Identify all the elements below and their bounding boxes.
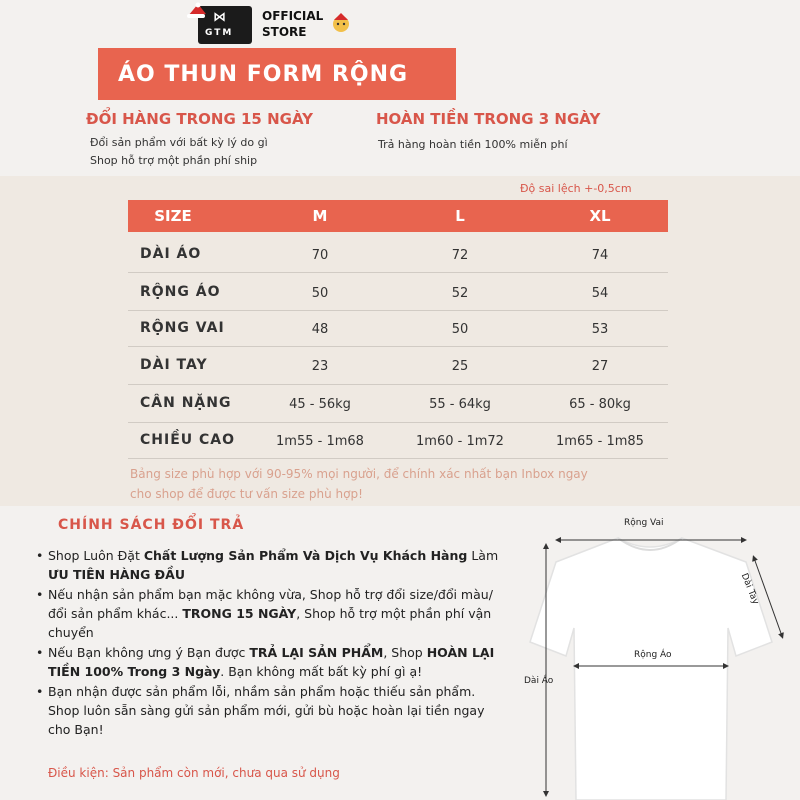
- exchange-title: ĐỔI HÀNG TRONG 15 NGÀY: [86, 110, 313, 128]
- header-l: L: [455, 207, 465, 225]
- cell-value: 1m60 - 1m72: [416, 434, 504, 449]
- return-policy-heading: CHÍNH SÁCH ĐỔI TRẢ: [58, 517, 245, 533]
- row-label: DÀI TAY: [140, 357, 208, 373]
- list-item: • Nếu nhận sản phẩm bạn mặc không vừa, Shop hỗ trợ đổi size/đổi màu/đổi sản phẩm khác... TRONG 15 NGÀY, Shop hỗ trợ một phần phí vận chuyển: [34, 585, 504, 642]
- list-item: • Bạn nhận được sản phẩm lỗi, nhầm sản phẩm hoặc thiếu sản phẩm. Shop luôn sẵn sàng gửi sản phẩm mới, gửi bù hoặc hoàn lại tiền ngay cho Bạn!: [34, 682, 504, 739]
- cell-value: 25: [451, 359, 469, 374]
- title-banner: [98, 48, 456, 100]
- cell-value: 27: [591, 359, 609, 374]
- size-table-header: [128, 200, 668, 232]
- tolerance-note: Độ sai lệch +-0,5cm: [520, 182, 632, 195]
- exchange-details: Đổi sản phẩm với bất kỳ lý do gì Shop hỗ trợ một phần phí ship: [90, 136, 268, 167]
- mascot-icon: [330, 12, 352, 34]
- cell-value: 1m55 - 1m68: [276, 434, 364, 449]
- header-xl: XL: [589, 207, 611, 225]
- row-label: CHIỀU CAO: [140, 432, 236, 448]
- length-label: Dài Áo: [524, 676, 554, 686]
- row-label: CÂN NẶNG: [140, 395, 232, 411]
- header-size: SIZE: [154, 207, 192, 225]
- list-item: • Shop Luôn Đặt Chất Lượng Sản Phẩm Và Dịch Vụ Khách Hàng Làm ƯU TIÊN HÀNG ĐẦU: [34, 546, 504, 584]
- shoulder-label: Rộng Vai: [624, 518, 664, 528]
- cell-value: 48: [311, 322, 329, 337]
- cell-value: 55 - 64kg: [429, 397, 491, 412]
- refund-details: Trả hàng hoàn tiền 100% miễn phí: [378, 138, 568, 151]
- return-policy-list: [34, 546, 504, 740]
- santa-hat-icon: [186, 2, 208, 18]
- cell-value: 72: [451, 248, 469, 263]
- row-divider: [128, 384, 668, 385]
- header-m: M: [312, 207, 328, 225]
- row-label: DÀI ÁO: [140, 246, 202, 262]
- cell-value: 1m65 - 1m85: [556, 434, 644, 449]
- condition-note: Điều kiện: Sản phẩm còn mới, chưa qua sử dụng: [48, 766, 340, 780]
- cell-value: 70: [311, 248, 329, 263]
- official-store-label: OFFICIAL STORE: [262, 9, 324, 39]
- cell-value: 23: [311, 359, 329, 374]
- cell-value: 53: [591, 322, 609, 337]
- sleeve-label: Dài Tay: [738, 572, 761, 607]
- row-divider: [128, 272, 668, 273]
- row-divider: [128, 310, 668, 311]
- row-divider: [128, 422, 668, 423]
- row-divider: [128, 458, 668, 459]
- cell-value: 74: [591, 248, 609, 263]
- cell-value: 65 - 80kg: [569, 397, 631, 412]
- cell-value: 50: [311, 286, 329, 301]
- chest-label: Rộng Áo: [634, 650, 672, 660]
- page-title: ÁO THUN FORM RỘNG: [118, 61, 409, 87]
- cell-value: 54: [591, 286, 609, 301]
- cell-value: 52: [451, 286, 469, 301]
- cell-value: 50: [451, 322, 469, 337]
- logo-text: GTM: [205, 28, 234, 38]
- list-item: • Nếu Bạn không ưng ý Bạn được TRẢ LẠI SẢN PHẨM, Shop HOÀN LẠI TIỀN 100% Trong 3 Ngày. Bạn không mất bất kỳ phí gì ạ!: [34, 643, 504, 681]
- refund-title: HOÀN TIỀN TRONG 3 NGÀY: [376, 110, 601, 128]
- tshirt-icon: [530, 538, 772, 800]
- cell-value: 45 - 56kg: [289, 397, 351, 412]
- row-label: RỘNG VAI: [140, 320, 225, 336]
- logo-mark-icon: ⋈: [213, 10, 226, 25]
- row-divider: [128, 346, 668, 347]
- row-label: RỘNG ÁO: [140, 284, 221, 300]
- size-advice-note: Bảng size phù hợp với 90-95% mọi người, để chính xác nhất bạn Inbox ngay cho shop để được tư vấn size phù hợp!: [130, 467, 588, 501]
